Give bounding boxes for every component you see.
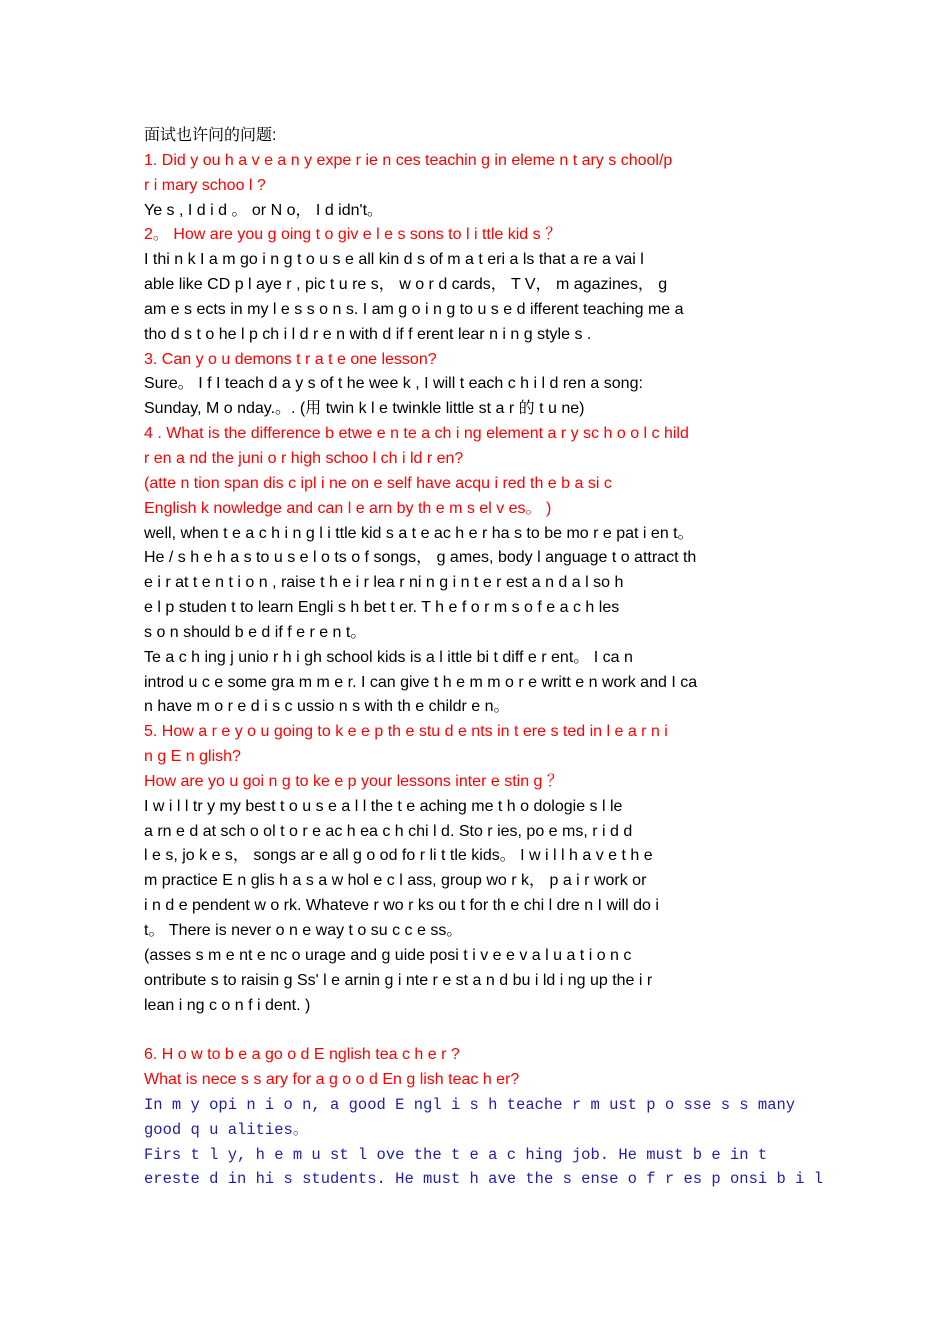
- doc-line: n have m o r e d i s c ussio n s with th e childr e n。: [144, 698, 510, 716]
- doc-line: m practice E n glis h a s a w hol e c l ass, group wo r k， p a i r work or: [144, 872, 647, 890]
- doc-line: (asses s m e nt e nc o urage and g uide posi t i v e e v a l u a t i o n c: [144, 946, 632, 964]
- doc-line: able like CD p l aye r , pic t u re s， w o r d cards， T V， m agazines， g: [144, 276, 668, 294]
- doc-line: l e s, jo k e s， songs ar e all g o od fo r li t tle kids。 I w i l l h a v e t h e: [144, 847, 653, 865]
- doc-line: I thi n k I a m go i n g t o u s e all kin d s of m a t eri a ls that a re a vai l: [144, 251, 644, 269]
- doc-line: What is nece s s ary for a g o o d En g lish teac h er?: [144, 1071, 520, 1089]
- doc-line: lean i ng c o n f i dent. ): [144, 996, 311, 1014]
- doc-line: How are yo u goi n g to ke e p your lessons inter e stin g ？: [144, 772, 563, 790]
- doc-line: 2。 How are you g oing t o giv e l e s sons to l i ttle kid s ？: [144, 226, 562, 244]
- doc-line: ereste d in hi s students. He must h ave the s ense o f r es p onsi b i l: [144, 1170, 824, 1189]
- doc-line: e l p studen t to learn Engli s h bet t er. T h e f o r m s o f e a c h les: [144, 599, 620, 617]
- doc-line: 5. How a r e y o u going to k e e p th e stu d e nts in t ere s ted in l e a r n i: [144, 723, 668, 741]
- doc-line: tho d s t o he l p ch i l d r e n with d if f erent lear n i n g style s .: [144, 325, 592, 343]
- doc-line: a rn e d at sch o ol t o r e ac h ea c h chi l d. Sto r ies, po e ms, r i d d: [144, 822, 633, 840]
- doc-line: He / s h e h a s to u s e l o ts o f songs， g ames, body l anguage t o attract th: [144, 549, 697, 567]
- doc-line: r en a nd the juni o r high schoo l ch i ld r en?: [144, 449, 464, 467]
- doc-line: In m y opi n i o n, a good E ngl i s h teache r m ust p o sse s s many: [144, 1095, 796, 1114]
- doc-line: 面试也许问的问题:: [144, 127, 277, 144]
- doc-line: t。 There is never o n e way t o su c c e ss。: [144, 922, 463, 939]
- doc-line: am e s ects in my l e s s o n s. I am g o i n g to u s e d ifferent teaching me a: [144, 300, 684, 318]
- doc-line: (atte n tion span dis c ipl i ne on e self have acqu i red th e b a si c: [144, 474, 612, 492]
- document-body: [144, 124, 824, 1192]
- doc-line: Ye s , I d i d 。 or N o， I d idn't。: [144, 201, 384, 219]
- doc-line: good q u alities。: [144, 1120, 309, 1139]
- doc-line: Firs t l y, h e m u st l ove the t e a c hing job. He must b e in t: [144, 1145, 768, 1164]
- blank-line: [144, 1018, 824, 1043]
- doc-line: English k nowledge and can l e arn by th e m s el v es。 ): [144, 499, 552, 517]
- doc-line: 4 . What is the difference b etwe e n te a ch i ng element a r y sc h o o l c hild: [144, 425, 689, 443]
- doc-line: 6. H o w to b e a go o d E nglish tea c h e r ?: [144, 1046, 460, 1064]
- doc-line: 3. Can y o u demons t r a t e one lesson?: [144, 350, 437, 368]
- doc-line: introd u c e some gra m m e r. I can give t h e m m o r e writt e n work and I ca: [144, 673, 698, 691]
- doc-line: ontribute s to raisin g Ss' l e arnin g i nte r e st a n d bu i ld i ng up the i r: [144, 971, 653, 989]
- doc-line: well, when t e a c h i n g l i ttle kid s a t e ac h e r ha s to be mo r e pat i en t。: [144, 524, 694, 542]
- doc-line: I w i l l tr y my best t o u s e a l l the t e aching me t h o dologie s l le: [144, 797, 623, 815]
- doc-line: Sunday, M o nday.。. (用 twin k l e twinkle little st a r 的 t u ne): [144, 400, 585, 418]
- doc-line: e i r at t e n t i o n , raise t h e i r lea r ni n g i n t e r est a n d a l so h: [144, 574, 624, 592]
- doc-line: i n d e pendent w o rk. Whateve r wo r ks ou t for th e chi l dre n I will do i: [144, 897, 659, 915]
- doc-line: s o n should b e d if f e r e n t。: [144, 623, 367, 641]
- doc-line: n g E n glish?: [144, 748, 241, 766]
- doc-line: r i mary schoo l ?: [144, 176, 266, 194]
- doc-line: Te a c h ing j unio r h i gh school kids is a l ittle bi t diff e r ent。 I ca n: [144, 648, 633, 666]
- doc-line: 1. Did y ou h a v e a n y expe r ie n ces teachin g in eleme n t ary s chool/p: [144, 151, 673, 169]
- doc-line: Sure。 I f I teach d a y s of t he wee k , I will t each c h i l d ren a song:: [144, 375, 643, 393]
